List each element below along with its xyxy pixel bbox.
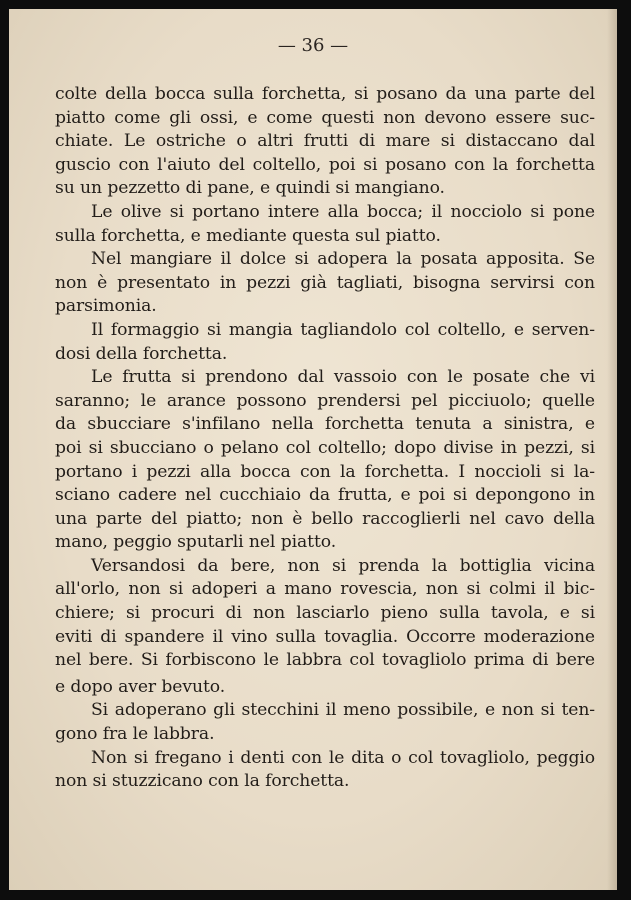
text-line: Le frutta si prendono dal vassoio con le posate che vi <box>91 367 595 388</box>
text-line: non si stuzzicano con la forchetta. <box>55 771 350 792</box>
text-line: guscio con l'aiuto del coltello, poi si posano con la forchetta <box>55 154 595 175</box>
text-line: piatto come gli ossi, e come questi non devono essere suc- <box>55 107 595 128</box>
text-line: Le olive si portano intere alla bocca; il nocciolo si pone <box>91 201 595 222</box>
text-line: Nel mangiare il dolce si adopera la posata apposita. Se <box>91 249 595 270</box>
page-edge-shadow <box>607 9 617 890</box>
text-line: chiere; si procuri di non lasciarlo pieno sulla tavola, e si <box>55 603 595 624</box>
text-line: colte della bocca sulla forchetta, si posano da una parte del <box>55 84 595 104</box>
text-line: parsimonia. <box>55 296 157 317</box>
text-line: Versandosi da bere, non si prenda la bottiglia vicina <box>91 555 595 576</box>
text-line: non è presentato in pezzi già tagliati, bisogna servirsi con <box>55 272 595 293</box>
text-line: Il formaggio si mangia tagliandolo col coltello, e serven- <box>91 319 595 340</box>
text-line: Non si fregano i denti con le dita o col tovagliolo, peggio <box>91 747 595 768</box>
text-line: nel bere. Si forbiscono le labbra col tovagliolo prima di bere <box>55 650 595 671</box>
book-page <box>9 9 617 890</box>
text-line: gono fra le labbra. <box>55 724 215 745</box>
text-line: poi si sbucciano o pelano col coltello; dopo divise in pezzi, si <box>55 437 595 458</box>
text-line: mano, peggio sputarli nel piatto. <box>55 532 337 553</box>
text-line: e dopo aver bevuto. <box>55 676 226 697</box>
page-number: — 36 — <box>277 35 349 56</box>
text-line: saranno; le arance possono prendersi pel picciuolo; quelle <box>55 390 595 411</box>
text-line: Si adoperano gli stecchini il meno possibile, e non si ten- <box>91 700 595 721</box>
text-line: da sbucciare s'infilano nella forchetta tenuta a sinistra, e <box>55 414 595 435</box>
text-line: sciano cadere nel cucchiaio da frutta, e poi si depongono in <box>55 485 595 506</box>
text-line: sulla forchetta, e mediante questa sul piatto. <box>55 225 441 246</box>
text-line: all'orlo, non si adoperi a mano rovescia, non si colmi il bic- <box>55 579 595 600</box>
text-line: dosi della forchetta. <box>55 343 228 364</box>
body-text <box>55 83 595 794</box>
text-line: una parte del piatto; non è bello raccoglierli nel cavo della <box>55 508 595 529</box>
text-line: su un pezzetto di pane, e quindi si mangiano. <box>55 178 445 199</box>
text-line: eviti di spandere il vino sulla tovaglia. Occorre moderazione <box>55 626 595 647</box>
text-line: portano i pezzi alla bocca con la forchetta. I noccioli si la- <box>55 461 595 482</box>
text-line: chiate. Le ostriche o altri frutti di mare si distaccano dal <box>55 131 595 152</box>
